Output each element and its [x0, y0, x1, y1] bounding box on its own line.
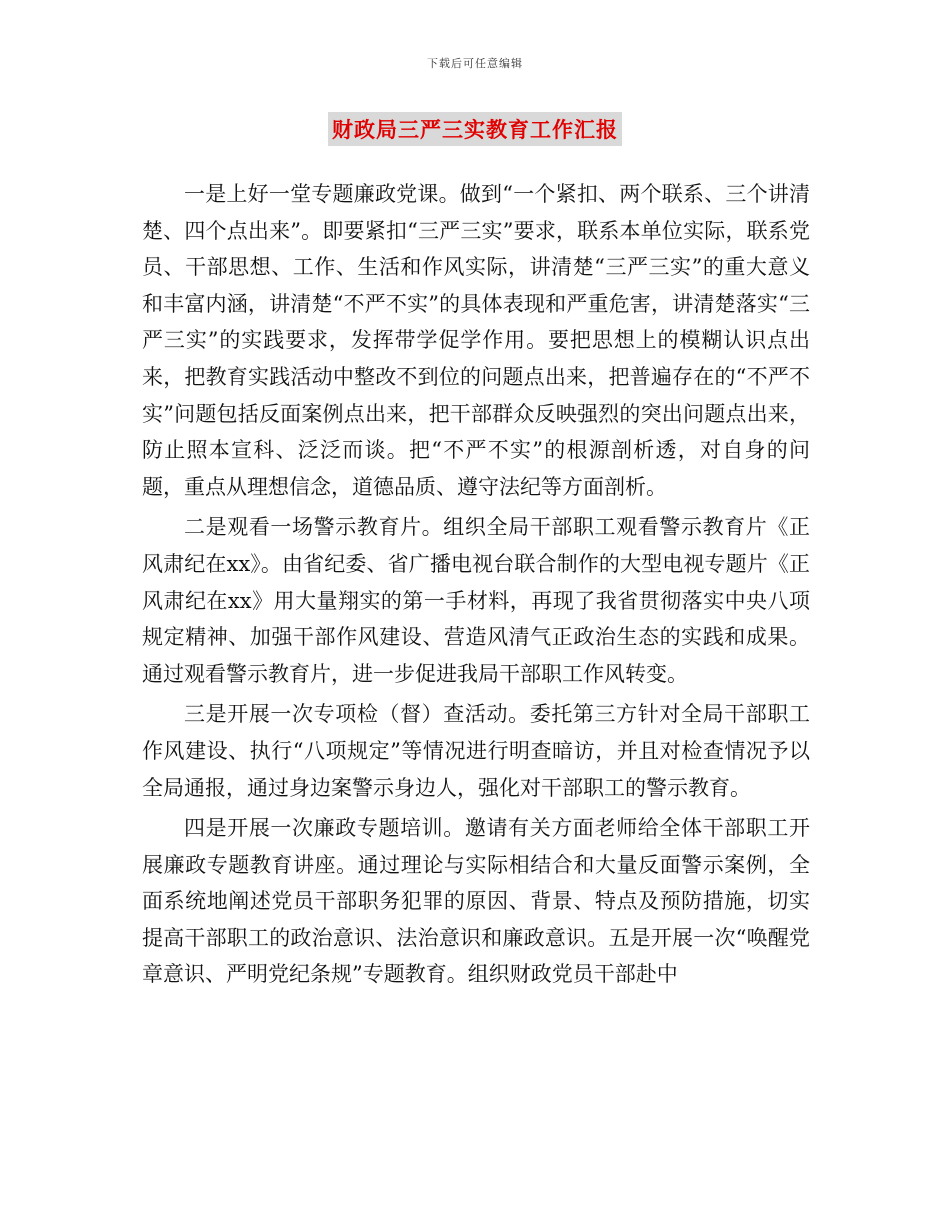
- paragraph-1: 一是上好一堂专题廉政党课。做到“一个紧扣、两个联系、三个讲清楚、四个点出来”。即要紧扣“三严三实”要求，联系本单位实际，联系党员、干部思想、工作、生活和作风实际，讲清楚“三严三实”的重大意义和丰富内涵，讲清楚“不严不实”的具体表现和严重危害，讲清楚落实“三严三实”的实践要求，发挥带学促学作用。要把思想上的模糊认识点出来，把教育实践活动中整改不到位的问题点出来，把普遍存在的“不严不实”问题包括反面案例点出来，把干部群众反映强烈的突出问题点出来，防止照本宣科、泛泛而谈。把“不严不实”的根源剖析透，对自身的问题，重点从理想信念，道德品质、遵守法纪等方面剖析。: [142, 182, 810, 499]
- paragraph-2: 二是观看一场警示教育片。组织全局干部职工观看警示教育片《正风肃纪在xx》。由省纪委、省广播电视台联合制作的大型电视专题片《正风肃纪在xx》用大量翔实的第一手材料，再现了我省贯彻落实中央八项规定精神、加强干部作风建设、营造风清气正政治生态的实践和成果。通过观看警示教育片，进一步促进我局干部职工作风转变。: [142, 515, 810, 686]
- paragraph-3: 三是开展一次专项检（督）查活动。委托第三方针对全局干部职工作风建设、执行“八项规定”等情况进行明查暗访，并且对检查情况予以全局通报，通过身边案警示身边人，强化对干部职工的警示教育。: [142, 702, 810, 800]
- document-title: 财政局三严三实教育工作汇报: [328, 112, 622, 146]
- header-note: 下载后可任意编辑: [427, 57, 523, 70]
- document-body: [142, 176, 810, 997]
- title-container: [0, 112, 950, 146]
- paragraph-4: 四是开展一次廉政专题培训。邀请有关方面老师给全体干部职工开展廉政专题教育讲座。通过理论与实际相结合和大量反面警示案例，全面系统地阐述党员干部职务犯罪的原因、背景、特点及预防措施，切实提高干部职工的政治意识、法治意识和廉政意识。五是开展一次“唤醒党章意识、严明党纪条规”专题教育。组织财政党员干部赴中: [142, 816, 810, 987]
